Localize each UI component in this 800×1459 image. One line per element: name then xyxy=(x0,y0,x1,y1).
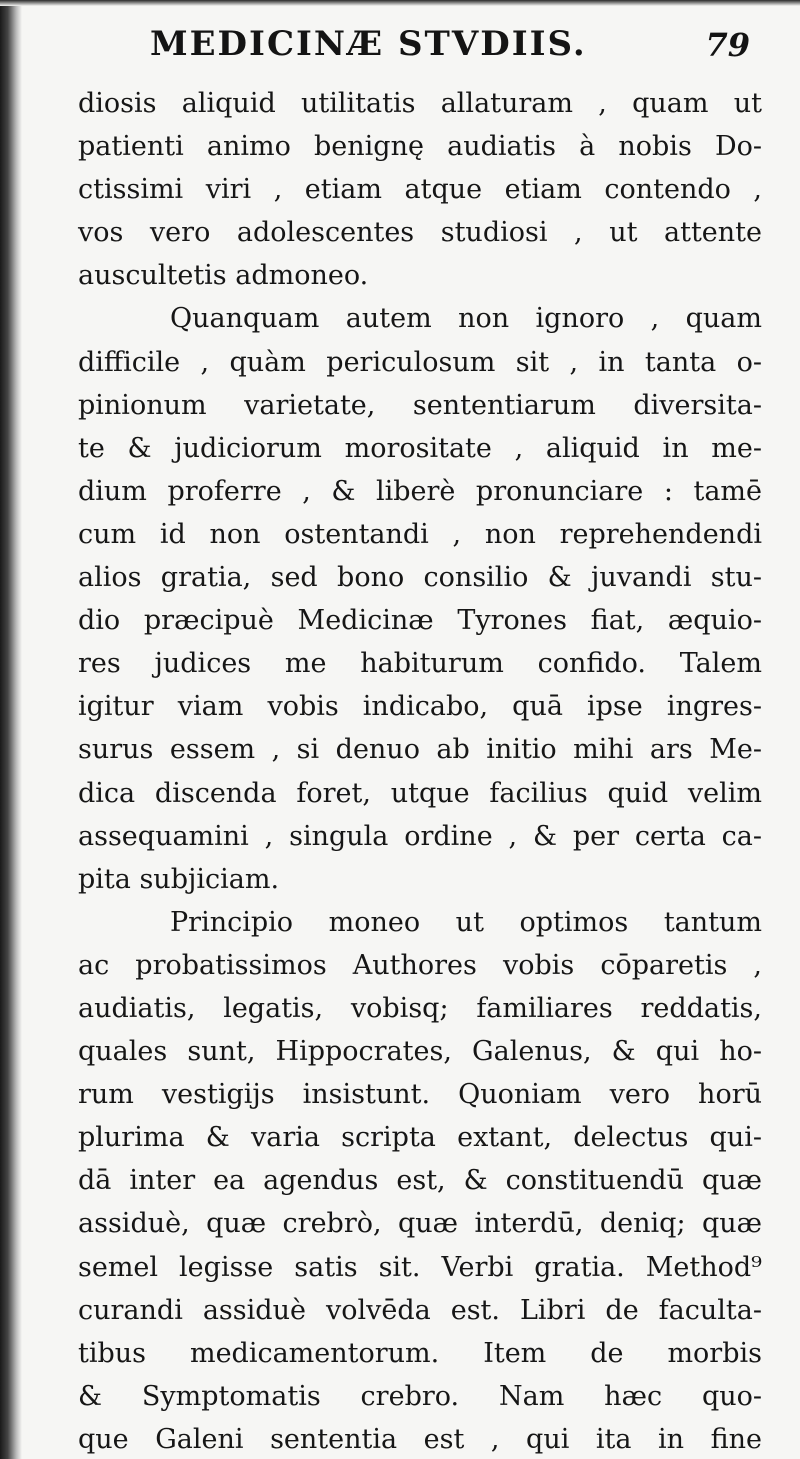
binding-gutter-shadow xyxy=(0,0,22,1459)
text-line: pinionum varietate, sententiarum diversita- xyxy=(78,389,762,421)
text-line: plurima & varia scripta extant, delectus qui- xyxy=(78,1122,762,1154)
body-text xyxy=(78,82,762,1459)
text-line: assiduè, quæ crebrò, quæ interdū, deniq; quæ xyxy=(78,1208,762,1240)
text-line: curandi assiduè volvēda est. Libri de faculta- xyxy=(78,1294,762,1326)
text-line: que Galeni sententia est , qui ita in fine xyxy=(78,1423,762,1455)
text-line: & Symptomatis crebro. Nam hæc quo- xyxy=(78,1380,762,1412)
page-top-edge xyxy=(0,0,800,6)
text-line: Principio moneo ut optimos tantum xyxy=(170,906,762,938)
text-line: dio præcipuè Medicinæ Tyrones fiat, æquio- xyxy=(78,605,762,637)
text-line: dā inter ea agendus est, & constituendū quæ xyxy=(78,1165,762,1197)
text-line: rum vestigijs insistunt. Quoniam vero horū xyxy=(78,1079,762,1111)
text-line: diosis aliquid utilitatis allaturam , quam ut xyxy=(78,88,762,119)
text-line: auscultetis admoneo. xyxy=(78,260,369,292)
text-line: cum id non ostentandi , non reprehendendi xyxy=(78,518,762,550)
page-number: 79 xyxy=(705,26,750,64)
text-line: ctissimi viri , etiam atque etiam contendo , xyxy=(78,174,762,206)
text-line: igitur viam vobis indicabo, quā ipse ingres- xyxy=(78,691,762,723)
text-line: semel legisse satis sit. Verbi gratia. Method⁹ xyxy=(78,1251,762,1283)
text-line: pita subjiciam. xyxy=(78,863,280,895)
text-line: dica discenda foret, utque facilius quid velim xyxy=(78,777,762,809)
text-line: ac probatissimos Authores vobis cōparetis , xyxy=(78,949,762,981)
text-line: res judices me habiturum confido. Talem xyxy=(78,648,762,680)
text-line: surus essem , si denuo ab initio mihi ars Me- xyxy=(78,734,762,766)
text-line: assequamini , singula ordine , & per certa ca- xyxy=(78,820,762,852)
text-line: audiatis, legatis, vobisq; familiares reddatis, xyxy=(78,992,762,1024)
text-line: quales sunt, Hippocrates, Galenus, & qui ho- xyxy=(78,1036,762,1068)
text-line: patienti animo benignę audiatis à nobis Do- xyxy=(78,131,762,163)
running-title: MEDICINÆ STVDIIS. xyxy=(150,24,587,64)
text-line: te & judiciorum morositate , aliquid in me- xyxy=(78,432,762,464)
text-line: Quanquam autem non ignoro , quam xyxy=(170,303,762,335)
text-line: alios gratia, sed bono consilio & juvandi stu- xyxy=(78,562,762,594)
text-line: vos vero adolescentes studiosi , ut attente xyxy=(78,217,762,249)
text-line: tibus medicamentorum. Item de morbis xyxy=(78,1337,762,1369)
text-line: difficile , quàm periculosum sit , in tanta o- xyxy=(78,346,762,378)
text-line: dium proferre , & liberè pronunciare : tamē xyxy=(78,475,762,507)
running-head xyxy=(150,24,750,74)
